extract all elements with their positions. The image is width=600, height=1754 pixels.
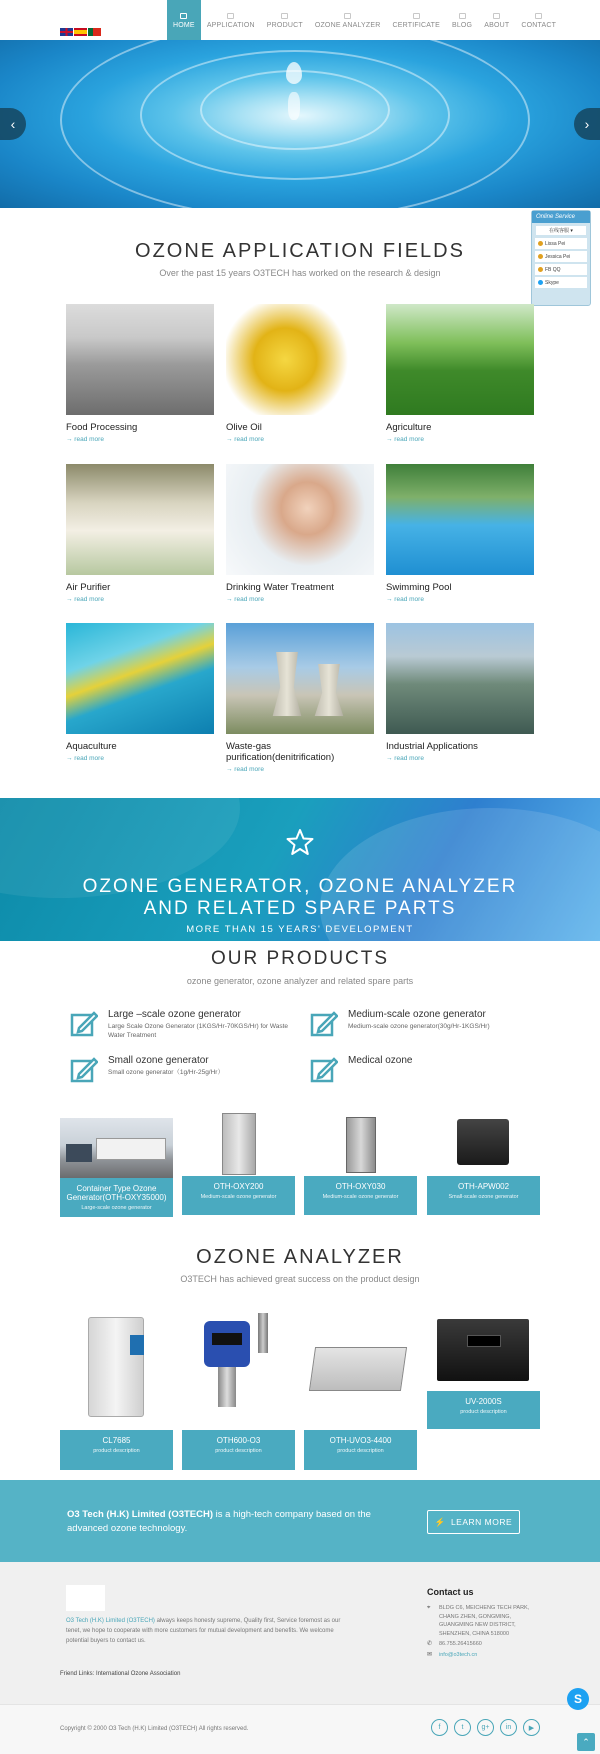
- flag-uk-icon[interactable]: [60, 28, 73, 36]
- nav-product[interactable]: PRODUCT: [261, 0, 309, 40]
- bolt-icon: ⚡: [434, 1516, 446, 1527]
- online-service-select[interactable]: 在线客服 ▾: [536, 226, 586, 235]
- water-splash-image: [288, 92, 300, 120]
- slider-prev-button[interactable]: [0, 108, 26, 140]
- aquaculture-image: [66, 623, 214, 734]
- online-contact[interactable]: Lissa Pei: [535, 238, 587, 249]
- flag-portugal-icon[interactable]: [88, 28, 101, 36]
- home-icon: [180, 13, 187, 19]
- friend-links[interactable]: Friend Links: International Ozone Association: [60, 1671, 181, 1677]
- nav-blog[interactable]: BLOG: [446, 0, 478, 40]
- analyzer-panel-shape: [130, 1335, 144, 1355]
- product-feature[interactable]: Large –scale ozone generator Large Scale Ozone Generator (1KGS/Hr-70KGS/Hr) for Waste Water Treatment: [70, 1009, 290, 1040]
- nav-icon: [459, 13, 466, 19]
- read-more-link[interactable]: → read more: [226, 596, 264, 603]
- online-contact-skype[interactable]: Skype: [535, 277, 587, 288]
- nav-icon: [413, 13, 420, 19]
- industrial-applications-image: [386, 623, 534, 734]
- detector-antenna-shape: [258, 1313, 268, 1353]
- air-purifier-image: [66, 464, 214, 575]
- analyzer-box-shape: [309, 1347, 407, 1391]
- cta-section: [0, 1480, 600, 1562]
- application-card[interactable]: Air Purifier → read more: [66, 464, 214, 603]
- top-bar: [0, 0, 600, 40]
- online-service-title: Online Service: [532, 211, 590, 223]
- read-more-link[interactable]: → read more: [66, 436, 104, 443]
- oth-uvo3-4400-image: [304, 1305, 417, 1430]
- edit-icon: [310, 1055, 338, 1083]
- application-card[interactable]: Industrial Applications → read more: [386, 623, 534, 762]
- read-more-link[interactable]: → read more: [386, 436, 424, 443]
- product-card[interactable]: Container Type Ozone Generator(OTH-OXY35000) Large-scale ozone generator: [60, 1118, 173, 1217]
- nav-application[interactable]: APPLICATION: [201, 0, 261, 40]
- cooling-tower-shape: [312, 664, 346, 716]
- banner-title: OZONE GENERATOR, OZONE ANALYZER AND RELATED SPARE PARTS: [82, 876, 518, 919]
- social-links: [431, 1719, 540, 1736]
- chevron-right-icon: ›: [584, 116, 590, 132]
- applications-title: OZONE APPLICATION FIELDS: [135, 240, 465, 262]
- mail-icon: ✉: [427, 1651, 433, 1658]
- drinking-water-image: [226, 464, 374, 575]
- container-generator-image: [60, 1118, 173, 1178]
- footer-bottom: [0, 1704, 600, 1754]
- waste-gas-image: [226, 623, 374, 734]
- cooling-tower-shape: [270, 652, 304, 716]
- copyright: Copyright © 2000 O3 Tech (H.K) Limited (O3TECH) All rights reserved.: [60, 1726, 249, 1732]
- analyzer-subtitle: O3TECH has achieved great success on the product design: [180, 1274, 420, 1284]
- swimming-pool-image: [386, 464, 534, 575]
- product-feature[interactable]: Medium-scale ozone generator Medium-scale ozone generator(30g/Hr-1KGS/Hr): [310, 1009, 540, 1037]
- container-shape: [96, 1138, 166, 1160]
- water-drop-image: [286, 62, 302, 84]
- nav-icon: [227, 13, 234, 19]
- device-shape: [457, 1119, 509, 1165]
- hero-slider: [0, 40, 600, 208]
- analyzer-card[interactable]: CL7685 product description: [60, 1305, 173, 1470]
- products-title: OUR PRODUCTS: [210, 948, 390, 969]
- read-more-link[interactable]: → read more: [226, 766, 264, 773]
- agriculture-image: [386, 304, 534, 415]
- skype-icon: S: [573, 1692, 582, 1706]
- edit-icon: [70, 1055, 98, 1083]
- product-feature[interactable]: Medical ozone: [310, 1055, 540, 1083]
- analyzer-title: OZONE ANALYZER: [196, 1246, 404, 1268]
- nav-home[interactable]: HOME: [167, 0, 201, 40]
- banner-decoration: [320, 808, 600, 941]
- map-pin-icon: ⌖: [427, 1605, 431, 1611]
- read-more-link[interactable]: → read more: [386, 755, 424, 762]
- online-contact[interactable]: Jessica Pei: [535, 251, 587, 262]
- edit-icon: [310, 1009, 338, 1037]
- edit-icon: [70, 1009, 98, 1037]
- detector-display-shape: [212, 1333, 242, 1345]
- twitter-icon[interactable]: t: [454, 1719, 471, 1736]
- nav-certificate[interactable]: CERTIFICATE: [387, 0, 446, 40]
- google-plus-icon[interactable]: g+: [477, 1719, 494, 1736]
- footer: [0, 1562, 600, 1704]
- oth-oxy200-image: [182, 1111, 295, 1176]
- language-switcher: [60, 28, 101, 36]
- facebook-icon[interactable]: f: [431, 1719, 448, 1736]
- nav-ozone-analyzer[interactable]: OZONE ANALYZER: [309, 0, 387, 40]
- oth-oxy030-image: [304, 1111, 417, 1176]
- read-more-link[interactable]: → read more: [226, 436, 264, 443]
- truck-cab-shape: [66, 1144, 92, 1162]
- read-more-link[interactable]: → read more: [386, 596, 424, 603]
- olive-oil-image: [226, 304, 374, 415]
- product-card[interactable]: OTH-OXY200 Medium-scale ozone generator: [182, 1111, 295, 1215]
- star-icon: [285, 828, 315, 856]
- footer-contact: Contact us ⌖ BLDG C6, MEICHENG TECH PARK, CHANG ZHEN, GONGMING, GUANGMING NEW DISTRICT, SHENZHEN, CHINA 518000 ✆ 86.755.26415660 ✉ info@o3tech.cn: [427, 1587, 530, 1658]
- banner-subtitle: MORE THAN 15 YEARS' DEVELOPMENT: [186, 924, 414, 935]
- back-to-top-button[interactable]: [577, 1733, 595, 1751]
- application-card[interactable]: Aquaculture → read more: [66, 623, 214, 762]
- nav-icon: [493, 13, 500, 19]
- detector-sensor-shape: [218, 1367, 236, 1407]
- nav-icon: [281, 13, 288, 19]
- application-card[interactable]: Food Processing → read more: [66, 304, 214, 443]
- read-more-link[interactable]: → read more: [66, 596, 104, 603]
- products-subtitle: ozone generator, ozone analyzer and related spare parts: [186, 976, 414, 986]
- cta-text: O3 Tech (H.K) Limited (O3TECH) is a high-tech company based on the advanced ozone technology.: [67, 1509, 371, 1534]
- uv-2000s-image: [427, 1305, 540, 1391]
- analyzer-card[interactable]: OTH-UVO3-4400 product description: [304, 1305, 417, 1470]
- food-processing-image: [66, 304, 214, 415]
- chevron-left-icon: ‹: [10, 116, 16, 132]
- cabinet-shape: [222, 1113, 256, 1175]
- skype-icon: [538, 280, 543, 285]
- oth-apw002-image: [427, 1111, 540, 1176]
- linkedin-icon[interactable]: in: [500, 1719, 517, 1736]
- chevron-up-icon: ⌃: [582, 1736, 590, 1747]
- cl7685-image: [60, 1305, 173, 1430]
- applications-subtitle: Over the past 15 years O3TECH has worked on the research & design: [159, 268, 441, 278]
- analyzer-body-shape: [88, 1317, 144, 1417]
- flag-spain-icon[interactable]: [74, 28, 87, 36]
- product-feature[interactable]: Small ozone generator Small ozone generator（1g/Hr-25g/Hr）: [70, 1055, 290, 1083]
- main-nav: [167, 0, 562, 40]
- nav-icon: [344, 13, 351, 19]
- phone-icon: ✆: [427, 1641, 433, 1647]
- nav-about[interactable]: ABOUT: [478, 0, 515, 40]
- learn-more-button[interactable]: ⚡ LEARN MORE: [427, 1510, 520, 1534]
- slider-next-button[interactable]: [574, 108, 600, 140]
- application-card[interactable]: Swimming Pool → read more: [386, 464, 534, 603]
- oth600-o3-image: [182, 1305, 295, 1430]
- read-more-link[interactable]: → read more: [66, 755, 104, 762]
- analyzer-box-shape: [437, 1319, 529, 1381]
- youtube-icon[interactable]: ▶: [523, 1719, 540, 1736]
- footer-logo[interactable]: [66, 1585, 105, 1611]
- skype-float-button[interactable]: [567, 1688, 589, 1710]
- nav-icon: [535, 13, 542, 19]
- application-card[interactable]: Agriculture → read more: [386, 304, 534, 443]
- footer-about: O3 Tech (H.K) Limited (O3TECH) always keeps honesty supreme, Quality first, Service foremost as our tenet, we hope to cooperate with more customers for mutual development and benefits. We welcome potential buyers to contact us.: [66, 1618, 341, 1644]
- application-card[interactable]: Olive Oil → read more: [226, 304, 374, 443]
- application-card[interactable]: Waste-gas purification(denitrification) → read more: [226, 623, 374, 773]
- application-card[interactable]: Drinking Water Treatment → read more: [226, 464, 374, 603]
- analyzer-card[interactable]: OTH600-O3 product description: [182, 1305, 295, 1470]
- products-banner: [0, 798, 600, 941]
- product-card[interactable]: OTH-APW002 Small-scale ozone generator: [427, 1111, 540, 1215]
- cabinet-shape: [346, 1117, 376, 1173]
- product-card[interactable]: OTH-OXY030 Medium-scale ozone generator: [304, 1111, 417, 1215]
- nav-contact[interactable]: CONTACT: [515, 0, 562, 40]
- analyzer-card[interactable]: UV-2000S product description: [427, 1305, 540, 1429]
- online-contact[interactable]: FB QQ: [535, 264, 587, 275]
- analyzer-display-shape: [467, 1335, 501, 1347]
